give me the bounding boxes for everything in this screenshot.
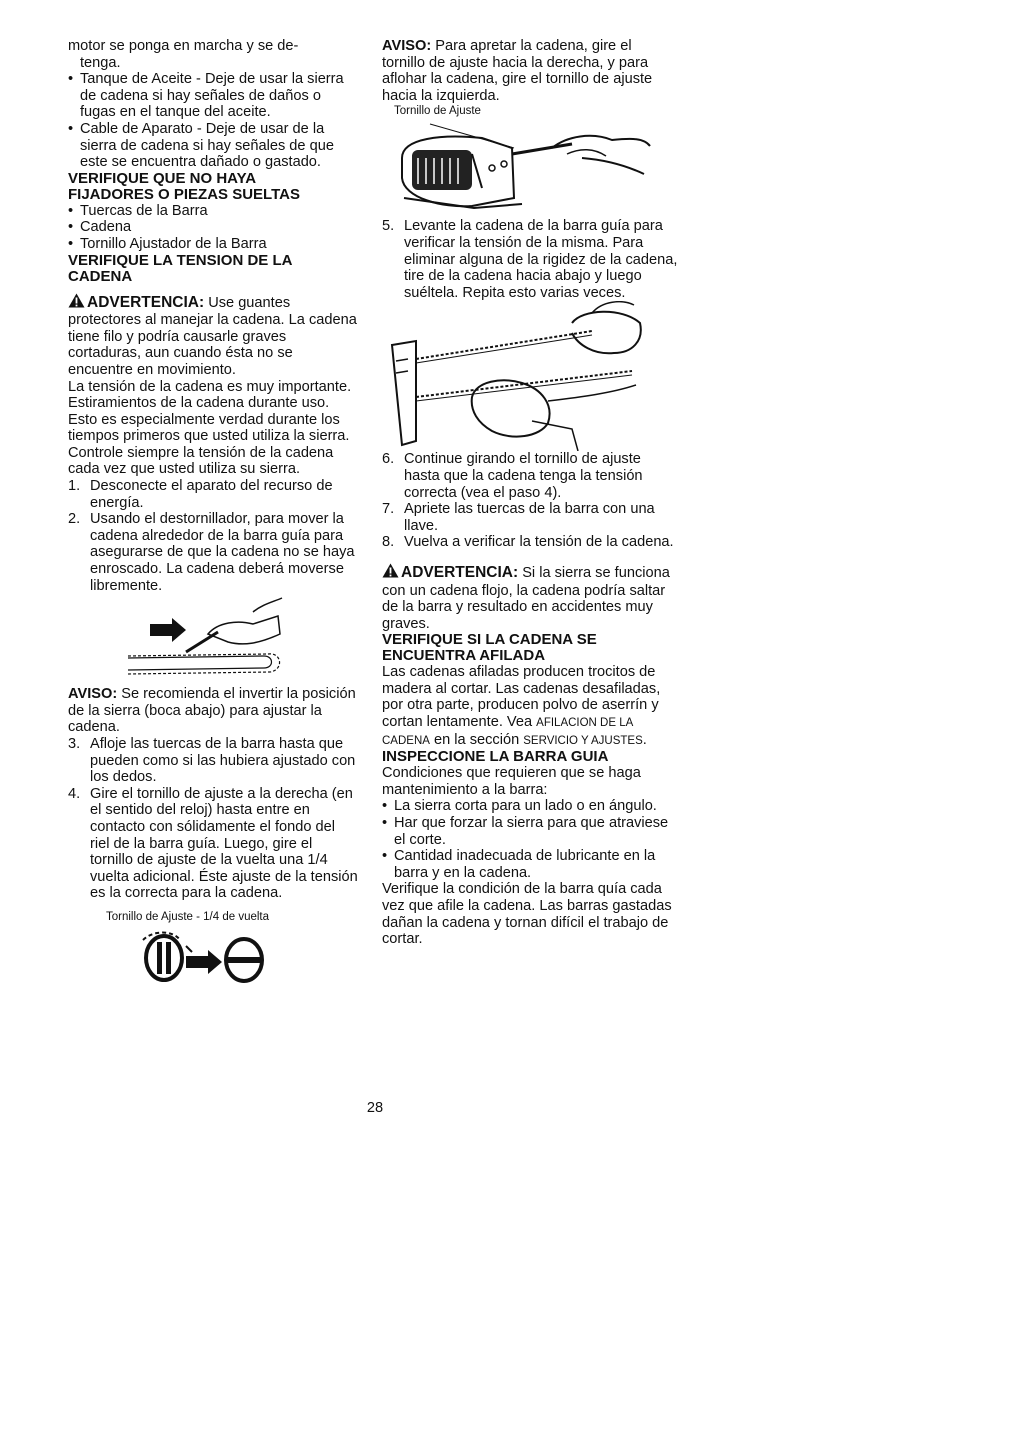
warning-triangle-icon xyxy=(382,563,399,583)
step-2: 2. Usando el destornillador, para mover la cadena alrededor de la barra guía para asegurarse de que la cadena no se haya enroscado. La cadena deberá moverse libremente. xyxy=(68,511,355,594)
bullet-power-cord: • Cable de Aparato - Deje de usar de la sierra de cadena si hay señales de que este se encuentra dañado o gastado. xyxy=(68,121,358,171)
step-5: 5. Levante la cadena de la barra guía para verificar la tensión de la misma. Para eliminar alguna de la rigidez de la cadena, tire de la cadena hacia abajo y luego suéltela. Repita esto varias veces. xyxy=(382,218,678,301)
screw-caption: Tornillo de Ajuste xyxy=(394,105,481,118)
bullet-chain: • Cadena xyxy=(68,219,358,236)
aviso-invert: AVISO: Se recomienda el invertir la posición de la sierra (boca abajo) para ajustar la cadena. xyxy=(68,686,356,736)
right-column xyxy=(382,38,678,948)
left-column xyxy=(68,38,358,988)
step-1: 1. Desconecte el aparato del recurso de energía. xyxy=(68,478,333,511)
heading-loose-parts: VERIFIQUE QUE NO HAYA FIJADORES O PIEZAS SUELTAS xyxy=(68,169,300,203)
sharp-chain-paragraph: Las cadenas afiladas producen trocitos de madera al cortar. Las cadenas desafiladas, por otra parte, producen polvo de aserrín y cortan lentamente. Vea AFILACION DE LA CADENA en la sección SERVICIO Y AJUSTES. xyxy=(382,664,661,748)
heading-chain-tension: VERIFIQUE LA TENSION DE LA CADENA xyxy=(68,251,293,285)
bullet-lubricant: • Cantidad inadecuada de lubricante en la barra y en la cadena. xyxy=(382,848,678,881)
warning-gloves: ADVERTENCIA: Use guantes protectores al manejar la cadena. La cadena tiene filo y podría causarle graves cortaduras, aun cuando ésta no se encuentre en movimiento. xyxy=(68,293,357,378)
step-3: 3. Afloje las tuercas de la barra hasta que pueden como si las hubiera ajustado con los dedos. xyxy=(68,736,356,786)
lift-chain-illustration xyxy=(382,301,678,451)
quarter-turn-caption: Tornillo de Ajuste - 1/4 de vuelta xyxy=(106,910,270,923)
page-number: 28 xyxy=(366,1100,384,1116)
aviso-tighten: AVISO: Para apretar la cadena, gire el tornillo de ajuste hacia la derecha, y para aflohar la cadena, gire el tornillo de ajuste hacia la izquierda. xyxy=(382,38,653,104)
bullet-oil-tank: • Tanque de Aceite - Deje de usar la sierra de cadena si hay señales de daños o fugas en el tanque del aceite. xyxy=(68,71,358,121)
screwdriver-chain-illustration xyxy=(68,594,358,686)
warning-loose-chain: ADVERTENCIA: Si la sierra se funciona con un cadena flojo, la cadena podría saltar de la barra y resultado en accidentes muy graves. xyxy=(382,563,670,632)
bullet-force-saw: • Har que forzar la sierra para que atraviese el corte. xyxy=(382,815,678,848)
guide-bar-closing: Verifique la condición de la barra quía cada vez que afile la cadena. Las barras gastadas dañan la cadena y tornan difícil el trabajo de cortar. xyxy=(382,881,672,948)
tension-paragraph: La tensión de la cadena es muy importante. Estiramientos de la cadena durante uso. Esto es especialmente verdad durante los tiempos primeros que usted utiliza la sierra. Controle siempre la tensión de la cadena cada vez que usted utiliza su sierra. xyxy=(68,378,352,478)
heading-guide-bar: INSPECCIONE LA BARRA GUIA xyxy=(382,748,609,766)
warning-triangle-icon xyxy=(68,293,85,313)
heading-sharp-chain: VERIFIQUE SI LA CADENA SE ENCUENTRA AFILADA xyxy=(382,631,597,665)
bullet-cuts-angle: • La sierra corta para un lado o en ángulo. xyxy=(382,798,678,815)
step-7: 7. Apriete las tuercas de la barra con una llave. xyxy=(382,501,655,534)
guide-bar-intro: Condiciones que requieren que se haga mantenimiento a la barra: xyxy=(382,765,641,798)
bullet-adjust-screw: • Tornillo Ajustador de la Barra xyxy=(68,236,358,253)
adjust-screw-illustration xyxy=(382,118,678,218)
step-6: 6. Continue girando el tornillo de ajuste hasta que la cadena tenga la tensión correcta (vea el paso 4). xyxy=(382,451,643,501)
step-8: 8. Vuelva a verificar la tensión de la cadena. xyxy=(382,534,674,551)
continued-text: motor se ponga en marcha y se de- tenga. xyxy=(68,38,299,71)
step-4: 4. Gire el tornillo de ajuste a la derecha (en el sentido del reloj) hasta entre en contacto con sólidamente el fondo del riel de la barra guía. Luego, gire el tornillo de ajuste de la vuelta una 1/4 vuelta adicional. Éste ajuste de la tensión es la correcta para la cadena. xyxy=(68,785,358,902)
bullet-bar-nuts: • Tuercas de la Barra xyxy=(68,203,358,220)
quarter-turn-illustration xyxy=(68,928,358,988)
